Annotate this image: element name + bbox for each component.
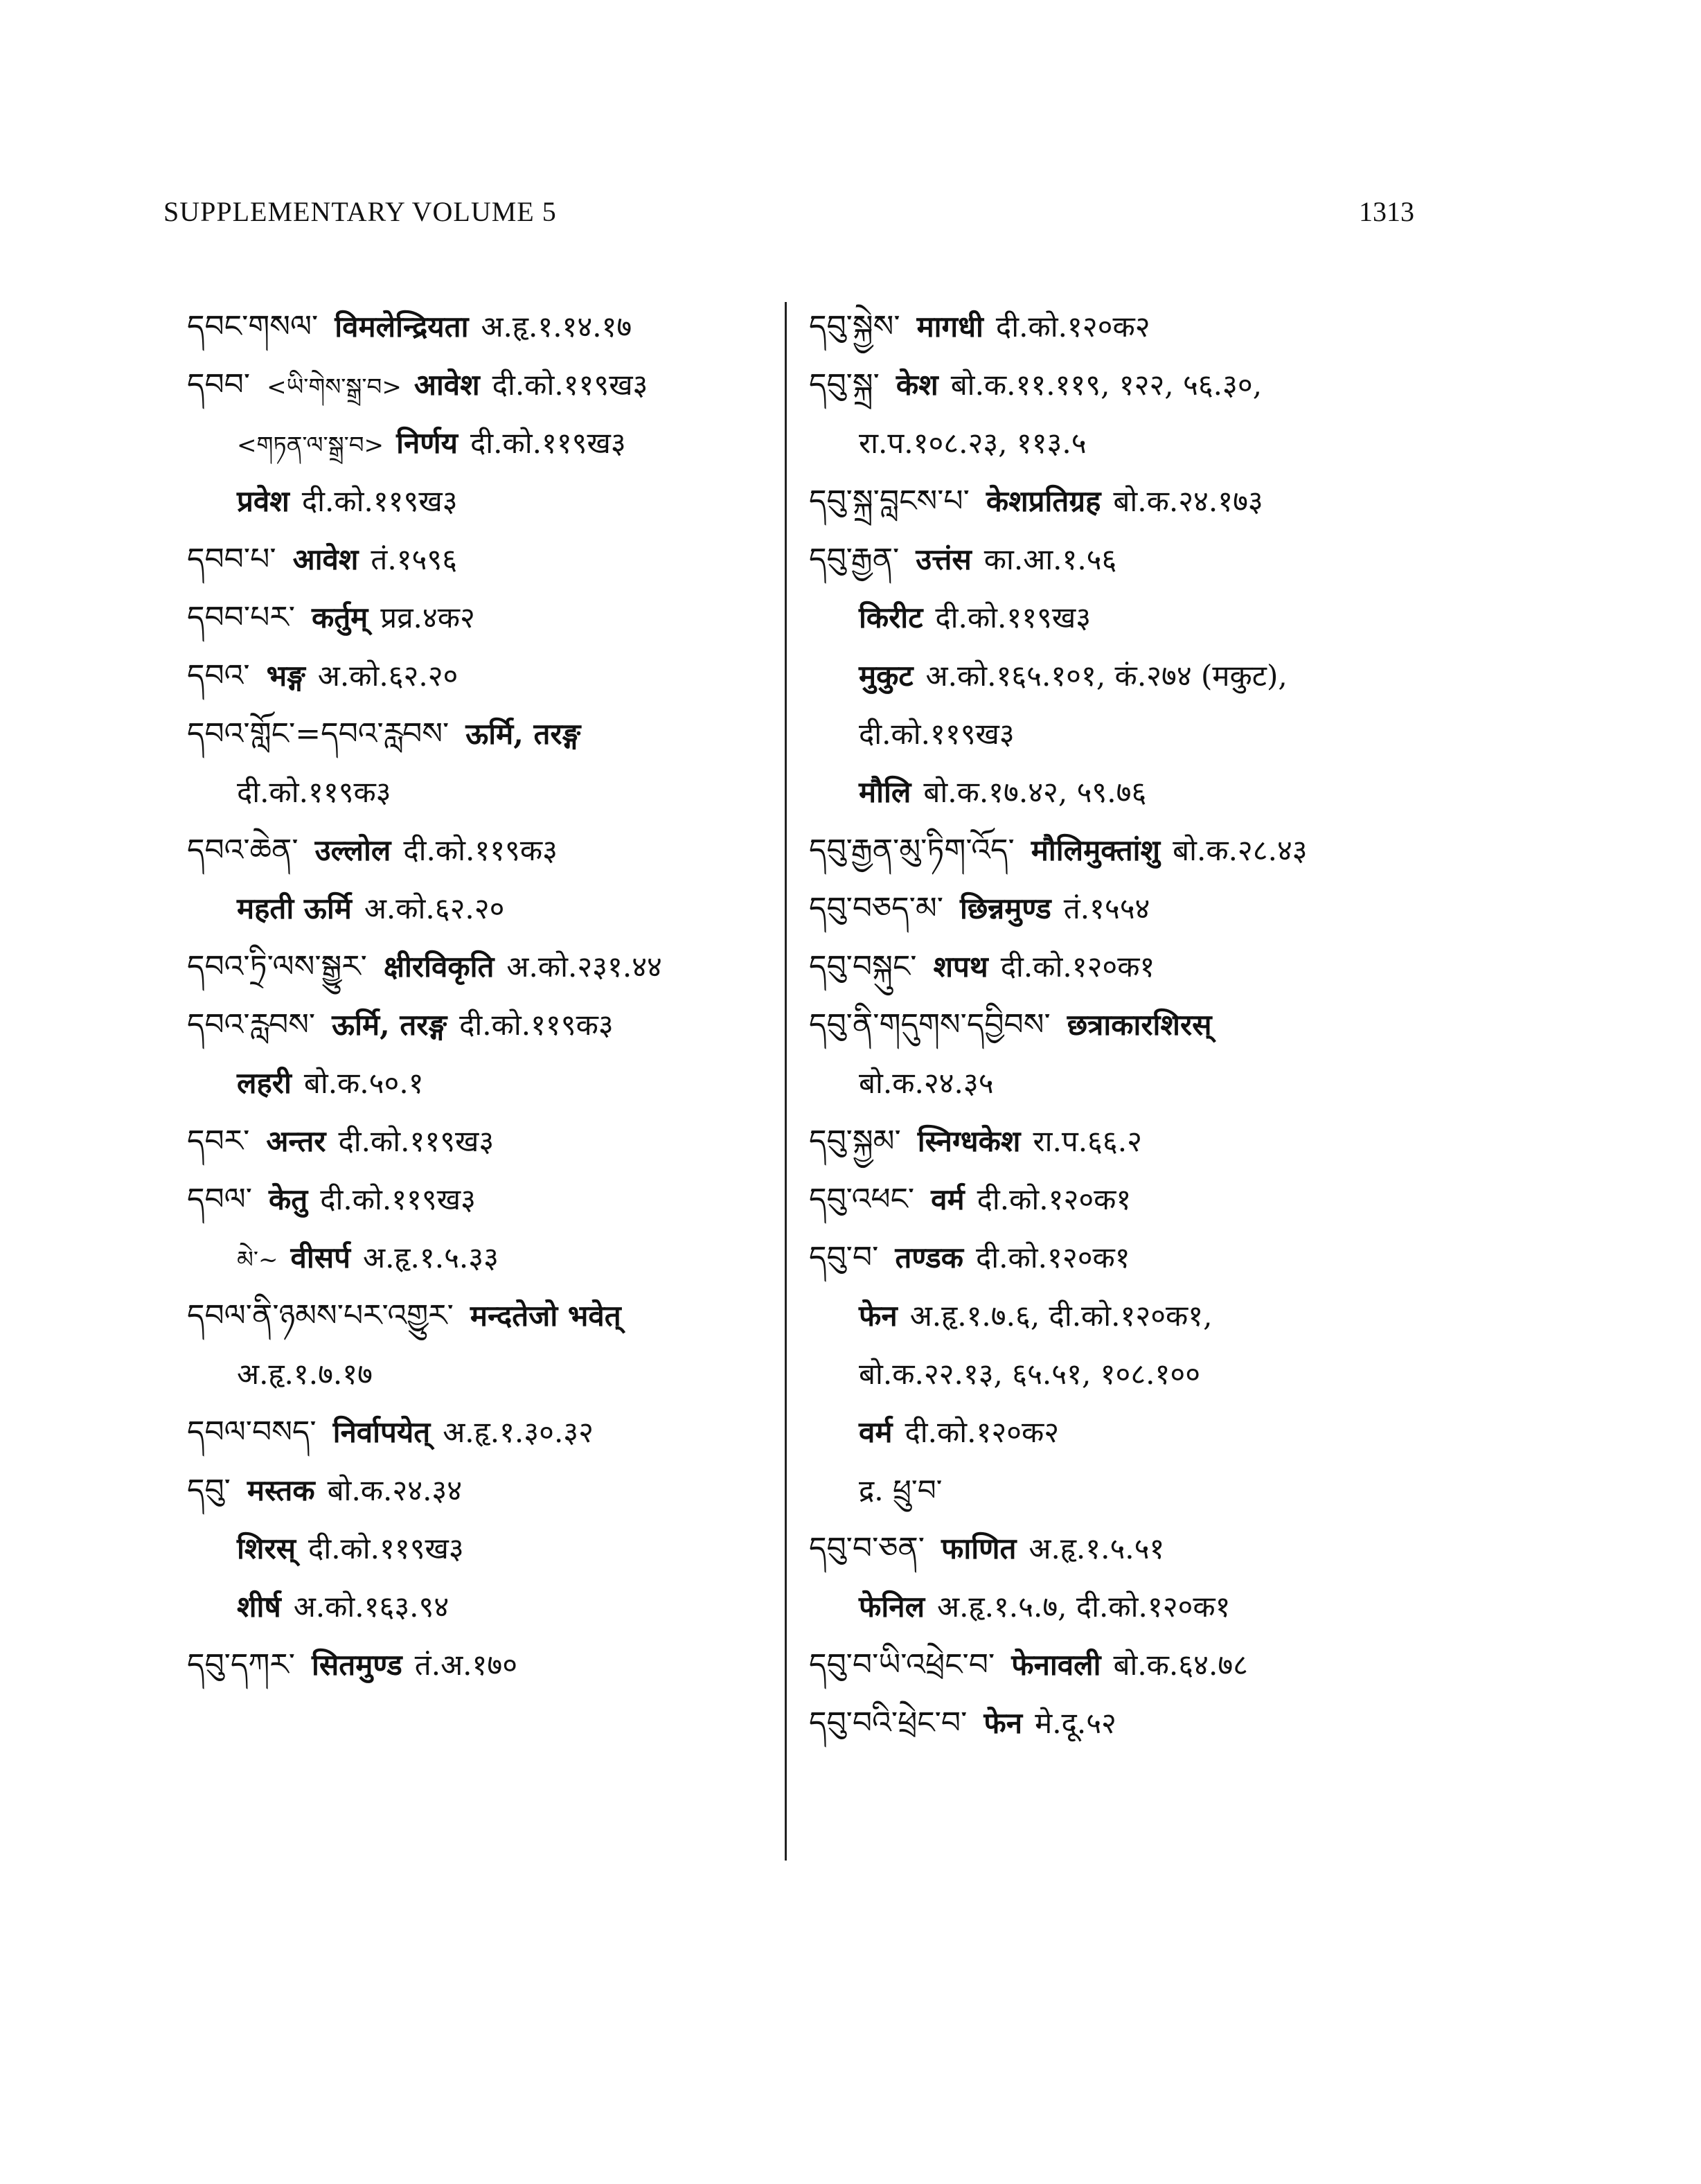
dictionary-entry-line: [187, 472, 776, 531]
source-reference: दी.को.११९ख३: [338, 1124, 495, 1158]
dictionary-entry-line: [187, 356, 776, 414]
sanskrit-equivalent: शीर्ष: [237, 1590, 281, 1624]
sanskrit-equivalent: मागधी: [916, 310, 983, 344]
tibetan-headword: དབུ་བ་ཡི་འཕྲེང་བ་: [809, 1647, 995, 1683]
sanskrit-equivalent: छिन्नमुण्ड: [959, 891, 1051, 925]
source-reference: द्र. ཕྲུ་བ་: [859, 1473, 943, 1507]
sanskrit-equivalent: छत्राकारशिरस्: [1067, 1008, 1212, 1042]
tibetan-headword: དབལ་: [187, 1182, 252, 1217]
sanskrit-equivalent: फाणित: [941, 1532, 1017, 1565]
sanskrit-equivalent: ऊर्मि, तरङ्ग: [465, 717, 581, 751]
tibetan-headword: དབུ་: [187, 1473, 231, 1508]
source-reference: दी.को.११९ख३: [859, 717, 1015, 751]
tibetan-headword: དབུ་རྒྱན་: [809, 542, 900, 577]
source-reference: दी.को.११९क३: [237, 775, 391, 809]
tibetan-headword: དབུ་སྐྱམ་: [809, 1124, 901, 1159]
sanskrit-equivalent: केतु: [268, 1182, 308, 1216]
sanskrit-equivalent: शपथ: [933, 950, 988, 984]
dictionary-entry-line: [809, 414, 1543, 472]
sanskrit-equivalent: आवेश: [413, 368, 480, 402]
tibetan-headword: དབའ་ཏྲི་ལས་སྒྱུར་: [187, 949, 367, 984]
sanskrit-equivalent: किरीट: [859, 601, 923, 634]
dictionary-entry-line: [187, 822, 776, 880]
source-reference: दी.को.१२०क२: [905, 1415, 1060, 1449]
tibetan-headword: དབའ་གློང་=དབའ་རླབས་: [187, 716, 449, 752]
left-column: [187, 298, 776, 1694]
source-reference: बो.क.२८.४३: [1173, 833, 1308, 867]
column-divider: [785, 302, 787, 1861]
dictionary-entry-line: [187, 1171, 776, 1229]
dictionary-entry-line: [809, 1345, 1543, 1403]
source-reference: दी.को.१२०क१: [977, 1182, 1132, 1216]
tibetan-headword: དབུ་སྐྲ་བླངས་པ་: [809, 483, 970, 519]
source-reference: दी.को.११९क३: [459, 1008, 614, 1042]
dictionary-entry-line: [809, 1229, 1543, 1287]
source-reference: का.आ.१.५६: [983, 542, 1117, 576]
sanskrit-equivalent: फेनावली: [1011, 1648, 1101, 1682]
source-reference: दी.को.११९ख३: [492, 368, 648, 402]
source-reference: तं.अ.१७०: [414, 1648, 518, 1682]
source-reference: रा.प.६६.२: [1033, 1124, 1142, 1158]
source-reference: बो.क.१७.४२, ५९.७६: [923, 775, 1147, 809]
dictionary-entry-line: [809, 938, 1543, 996]
dictionary-entry-line: [809, 996, 1543, 1054]
tibetan-headword: དབུ་སྐྱེས་: [809, 309, 900, 344]
dictionary-entry-line: [809, 822, 1543, 880]
sanskrit-equivalent: अन्तर: [266, 1124, 326, 1158]
source-reference: अ.को.२३१.४४: [506, 950, 662, 984]
source-reference: दी.को.११९ख३: [470, 426, 626, 460]
sanskrit-equivalent: निर्णय: [396, 426, 458, 460]
source-reference: दी.को.११९क३: [403, 833, 558, 867]
page-number: 1313: [1359, 196, 1414, 227]
source-reference: रा.प.१०८.२३, ११३.५: [859, 426, 1087, 460]
dictionary-entry-line: [809, 1403, 1543, 1462]
sanskrit-equivalent: विमलेन्द्रियता: [335, 310, 469, 344]
dictionary-entry-line: [809, 1287, 1543, 1345]
dictionary-entry-line: [187, 647, 776, 705]
dictionary-entry-line: [809, 705, 1543, 763]
source-reference: दी.को.११९ख३: [301, 484, 458, 518]
sanskrit-equivalent: फेनिल: [859, 1590, 925, 1624]
sanskrit-equivalent: वर्म: [859, 1415, 893, 1449]
tibetan-headword: དབལ་ནི་ཉམས་པར་འགྱུར་: [187, 1298, 454, 1333]
sanskrit-equivalent: फेन: [859, 1299, 898, 1333]
dictionary-entry-line: [187, 938, 776, 996]
source-reference: मे.दू.५२: [1035, 1706, 1116, 1740]
dictionary-entry-line: [187, 1578, 776, 1636]
tibetan-headword: དབང་གསལ་: [187, 309, 319, 344]
source-reference: अ.को.६२.२०: [364, 891, 505, 925]
dictionary-entry-line: [809, 1462, 1543, 1520]
right-column: [809, 298, 1543, 1752]
dictionary-entry-line: [187, 1520, 776, 1578]
sanskrit-equivalent: ऊर्मि, तरङ्ग: [332, 1008, 447, 1042]
tibetan-headword: དབབ་: [187, 367, 251, 402]
source-reference: अ.हृ.१.३०.३२: [443, 1415, 594, 1449]
dictionary-entry-line: [809, 1520, 1543, 1578]
tibetan-headword: དབའ་ཆེན་: [187, 833, 299, 868]
dictionary-entry-line: [187, 1345, 776, 1403]
source-reference: दी.को.१२०क१: [1000, 950, 1155, 984]
dictionary-entry-line: [187, 1403, 776, 1462]
dictionary-entry-line: [809, 1171, 1543, 1229]
dictionary-entry-line: [187, 414, 776, 472]
running-header: SUPPLEMENTARY VOLUME 5: [163, 196, 557, 227]
sanskrit-equivalent: शिरस्: [237, 1532, 296, 1565]
sanskrit-equivalent: मन्दतेजो भवेत्: [470, 1299, 621, 1333]
sanskrit-equivalent: वीसर्प: [290, 1241, 350, 1275]
source-reference: बो.क.६४.७८: [1113, 1648, 1248, 1682]
dictionary-entry-line: [809, 880, 1543, 938]
dictionary-entry-line: [187, 996, 776, 1054]
sanskrit-equivalent: मुकुट: [859, 659, 914, 693]
tibetan-headword: དབུ་རྒྱན་མུ་ཏིག་འོད་: [809, 833, 1015, 868]
sanskrit-equivalent: फेन: [983, 1706, 1023, 1740]
dictionary-entry-line: [187, 1462, 776, 1520]
sanskrit-equivalent: सितमुण्ड: [312, 1648, 402, 1682]
tibetan-headword: དབབ་པར་: [187, 600, 295, 635]
dictionary-entry-line: [809, 298, 1543, 356]
tibetan-headword: དབུ་སྐྲ་: [809, 367, 880, 402]
dictionary-entry-line: [187, 763, 776, 822]
tibetan-headword: དབལ་བསད་: [187, 1414, 317, 1450]
sanskrit-equivalent: आवेश: [292, 542, 359, 576]
sanskrit-equivalent: स्निग्धकेश: [917, 1124, 1021, 1158]
tibetan-headword: དབུ་དཀར་: [187, 1647, 296, 1683]
source-reference: बो.क.११.११९, १२२, ५६.३०,: [950, 368, 1263, 402]
sanskrit-equivalent: कर्तुम्: [311, 601, 368, 634]
source-reference: बो.क.२४.१७३: [1113, 484, 1263, 518]
sanskrit-equivalent: उल्लोल: [314, 833, 391, 867]
source-reference: अ.हृ.१.५.७, दी.को.१२०क१: [937, 1590, 1231, 1624]
source-reference: बो.क.२४.३४: [327, 1473, 463, 1507]
grammar-note: <ཡི་གེས་སྒྲ་བ>: [267, 373, 402, 401]
tibetan-headword: དབུ་བའི་ཕྲེང་བ་: [809, 1705, 968, 1741]
sanskrit-equivalent: महती ऊर्मि: [237, 891, 352, 925]
dictionary-entry-line: [809, 531, 1543, 589]
sanskrit-equivalent: मौलि: [859, 775, 911, 809]
sanskrit-equivalent: प्रवेश: [237, 484, 290, 518]
dictionary-entry-line: [187, 531, 776, 589]
sanskrit-equivalent: निर्वापयेत्: [332, 1415, 431, 1449]
source-reference: दी.को.१२०क२: [995, 310, 1150, 344]
dictionary-entry-line: [187, 705, 776, 763]
source-reference: दी.को.११९ख३: [320, 1182, 476, 1216]
source-reference: तं.१५९६: [371, 542, 458, 576]
source-reference: अ.हृ.१.१४.१७: [481, 310, 632, 344]
source-reference: दी.को.११९ख३: [308, 1532, 464, 1565]
sanskrit-equivalent: तण्डक: [895, 1241, 963, 1275]
dictionary-entry-line: [187, 1054, 776, 1112]
tibetan-headword: དབུ་ནི་གདུགས་དབྱིབས་: [809, 1007, 1051, 1042]
source-reference: बो.क.२४.३५: [859, 1066, 994, 1100]
source-reference: तं.१५५४: [1063, 891, 1150, 925]
source-reference: अ.हृ.१.५.५१: [1028, 1532, 1165, 1565]
source-reference: अ.हृ.१.७.६, दी.को.१२०क१,: [909, 1299, 1213, 1333]
dictionary-entry-line: [187, 1112, 776, 1171]
tibetan-headword: དབའ་: [187, 658, 250, 693]
dictionary-entry-line: [809, 589, 1543, 647]
source-reference: दी.को.११९ख३: [935, 601, 1092, 634]
source-reference: प्रव्र.४क२: [380, 601, 475, 634]
dictionary-entry-line: [187, 880, 776, 938]
tibetan-headword: དབུ་བ་: [809, 1240, 879, 1275]
tibetan-headword: དབའ་རླབས་: [187, 1007, 316, 1042]
dictionary-entry-line: [809, 1112, 1543, 1171]
dictionary-entry-line: [809, 647, 1543, 705]
sanskrit-equivalent: उत्तंस: [916, 542, 972, 576]
dictionary-entry-line: [809, 1694, 1543, 1752]
source-reference: दी.को.१२०क१: [976, 1241, 1130, 1275]
sanskrit-equivalent: लहरी: [237, 1066, 292, 1100]
tibetan-headword: དབབ་པ་: [187, 542, 276, 577]
source-reference: बो.क.५०.१: [303, 1066, 424, 1100]
sanskrit-equivalent: केशप्रतिग्रह: [986, 484, 1101, 518]
tibetan-headword: དབར་: [187, 1124, 250, 1159]
grammar-note: མེ་~: [237, 1246, 278, 1274]
dictionary-entry-line: [187, 298, 776, 356]
sanskrit-equivalent: क्षीरविकृति: [383, 950, 495, 984]
source-reference: अ.को.६२.२०: [317, 659, 458, 693]
dictionary-entry-line: [809, 1636, 1543, 1694]
tibetan-headword: དབུ་འཕང་: [809, 1182, 915, 1217]
sanskrit-equivalent: भङ्ग: [266, 659, 305, 693]
source-reference: बो.क.२२.१३, ६५.५१, १०८.१००: [859, 1357, 1201, 1391]
dictionary-entry-line: [809, 472, 1543, 531]
sanskrit-equivalent: मस्तक: [247, 1473, 315, 1507]
dictionary-entry-line: [809, 1054, 1543, 1112]
dictionary-entry-line: [809, 763, 1543, 822]
tibetan-headword: དབུ་བཅད་མ་: [809, 891, 943, 926]
source-reference: अ.को.१६३.९४: [293, 1590, 449, 1624]
dictionary-entry-line: [187, 1287, 776, 1345]
sanskrit-equivalent: केश: [896, 368, 938, 402]
grammar-note: <གཏན་ལ་སྒྲ་བ>: [237, 432, 384, 459]
tibetan-headword: དབུ་བསྐུང་: [809, 949, 917, 984]
dictionary-entry-line: [809, 1578, 1543, 1636]
source-reference: अ.हृ.१.५.३३: [362, 1241, 499, 1275]
sanskrit-equivalent: वर्म: [931, 1182, 965, 1216]
dictionary-entry-line: [187, 1229, 776, 1287]
dictionary-entry-line: [187, 589, 776, 647]
source-reference: अ.हृ.१.७.१७: [237, 1357, 373, 1391]
dictionary-entry-line: [187, 1636, 776, 1694]
source-reference: अ.को.१६५.१०१, कं.२७४ (मकुट),: [925, 659, 1288, 693]
dictionary-entry-line: [809, 356, 1543, 414]
sanskrit-equivalent: मौलिमुक्तांशु: [1031, 833, 1161, 867]
tibetan-headword: དབུ་བ་ཅན་: [809, 1531, 925, 1566]
